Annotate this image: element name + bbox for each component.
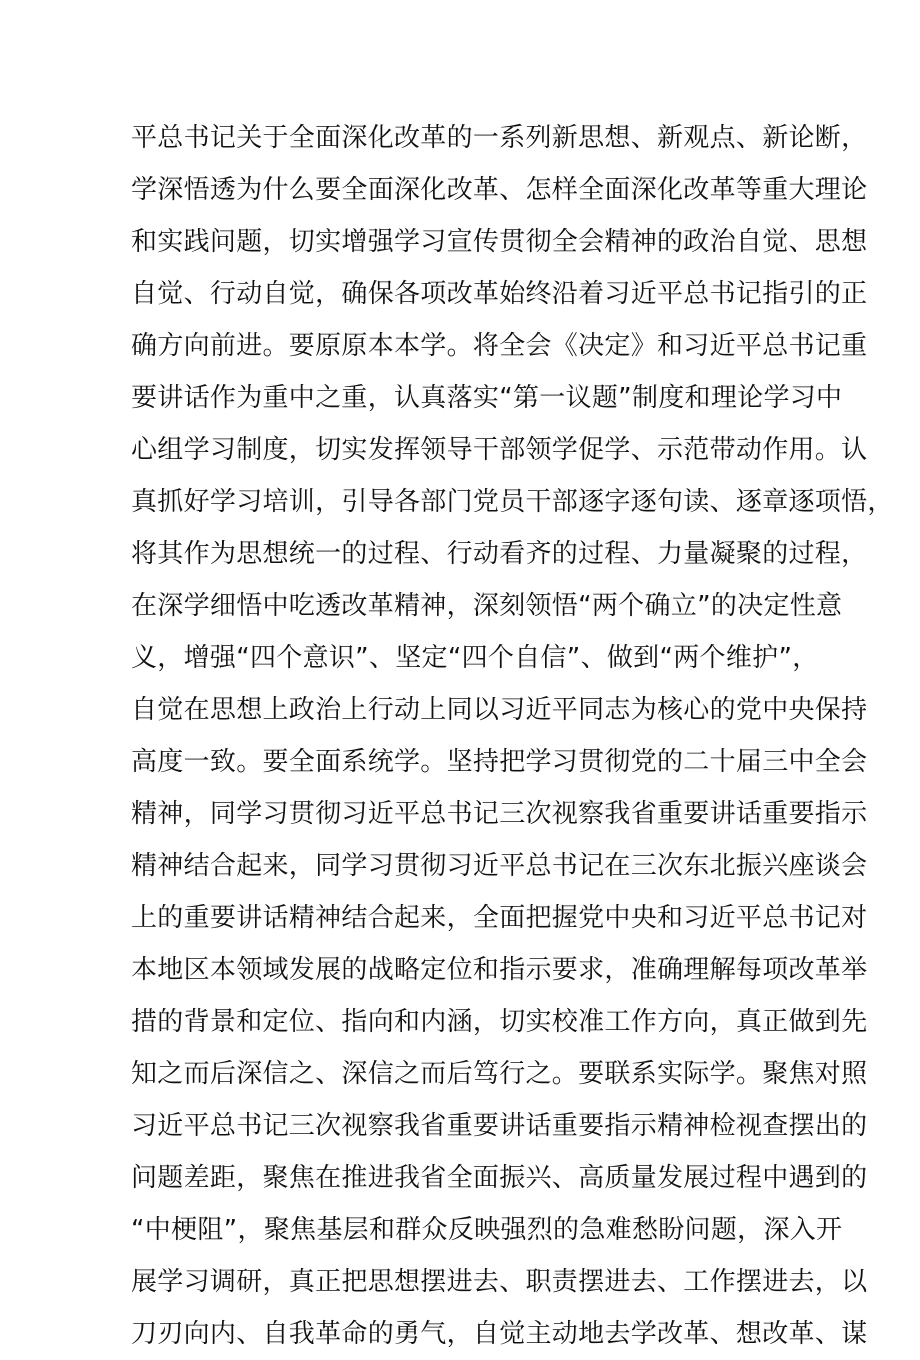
text-line: 将其作为思想统一的过程、行动看齐的过程、力量凝聚的过程， xyxy=(131,539,868,569)
text-line: “中梗阻”，聚焦基层和群众反映强烈的急难愁盼问题，深入开 xyxy=(131,1215,843,1245)
text-line: 义，增强“四个意识”、坚定“四个自信”、做到“两个维护”， xyxy=(131,643,819,673)
text-line: 自觉在思想上政治上行动上同以习近平同志为核心的党中央保持 xyxy=(131,695,868,725)
text-line: 学深悟透为什么要全面深化改革、怎样全面深化改革等重大理论 xyxy=(131,175,868,205)
text-line: 精神，同学习贯彻习近平总书记三次视察我省重要讲话重要指示 xyxy=(131,799,868,829)
text-line: 平总书记关于全面深化改革的一系列新思想、新观点、新论断， xyxy=(131,123,868,153)
text-line: 高度一致。要全面系统学。坚持把学习贯彻党的二十届三中全会 xyxy=(131,747,868,777)
text-line: 自觉、行动自觉，确保各项改革始终沿着习近平总书记指引的正 xyxy=(131,279,868,309)
text-line: 心组学习制度，切实发挥领导干部领学促学、示范带动作用。认 xyxy=(131,435,868,465)
text-line: 在深学细悟中吃透改革精神，深刻领悟“两个确立”的决定性意 xyxy=(131,591,843,621)
text-line: 要讲话作为重中之重，认真落实“第一议题”制度和理论学习中 xyxy=(131,383,843,413)
text-line: 习近平总书记三次视察我省重要讲话重要指示精神检视查摆出的 xyxy=(131,1111,868,1141)
body-text xyxy=(131,112,894,1360)
text-line: 措的背景和定位、指向和内涵，切实校准工作方向，真正做到先 xyxy=(131,1007,868,1037)
text-line: 精神结合起来，同学习贯彻习近平总书记在三次东北振兴座谈会 xyxy=(131,851,868,881)
text-line: 知之而后深信之、深信之而后笃行之。要联系实际学。聚焦对照 xyxy=(131,1059,868,1089)
text-line: 问题差距，聚焦在推进我省全面振兴、高质量发展过程中遇到的 xyxy=(131,1163,868,1193)
text-line: 上的重要讲话精神结合起来，全面把握党中央和习近平总书记对 xyxy=(131,903,868,933)
text-line: 和实践问题，切实增强学习宣传贯彻全会精神的政治自觉、思想 xyxy=(131,227,868,257)
text-line: 真抓好学习培训，引导各部门党员干部逐字逐句读、逐章逐项悟， xyxy=(131,487,894,517)
text-line: 确方向前进。要原原本本学。将全会《决定》和习近平总书记重 xyxy=(131,331,868,361)
text-line: 展学习调研，真正把思想摆进去、职责摆进去、工作摆进去，以 xyxy=(131,1267,868,1297)
text-line: 刀刃向内、自我革命的勇气，自觉主动地去学改革、想改革、谋 xyxy=(131,1319,868,1349)
text-line: 本地区本领域发展的战略定位和指示要求，准确理解每项改革举 xyxy=(131,955,868,985)
